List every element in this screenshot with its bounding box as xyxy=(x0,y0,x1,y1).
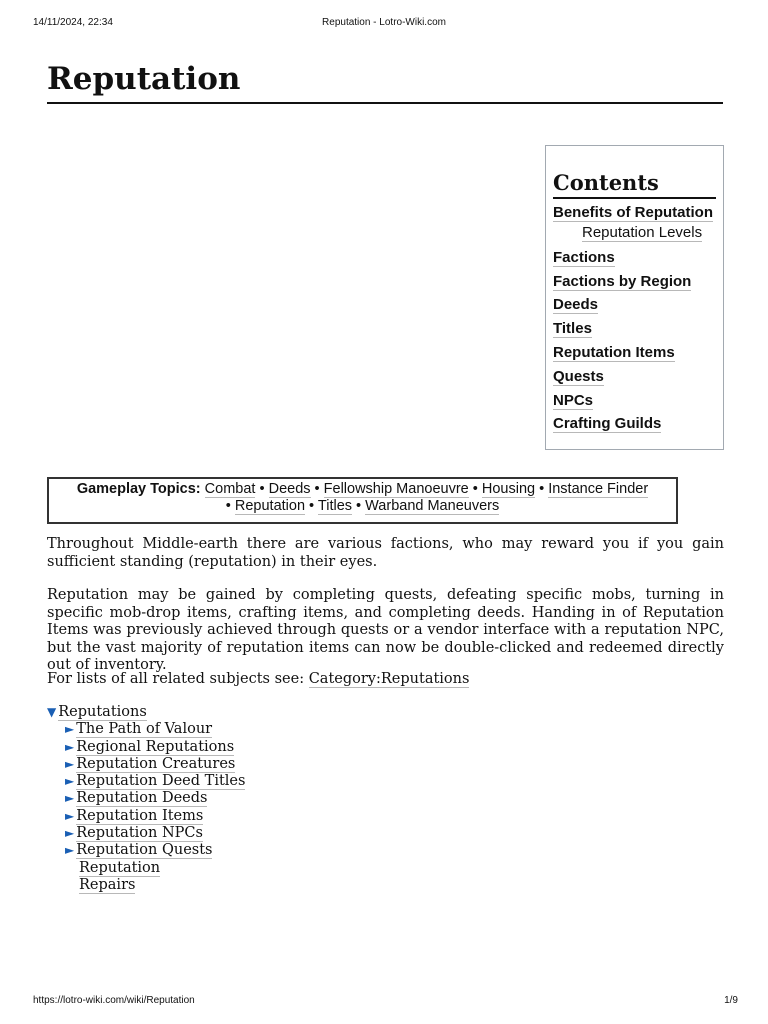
intro-paragraph: Throughout Middle-earth there are various factions, who may reward you if you gain sufficient standing (reputation) in their eyes. xyxy=(47,536,724,570)
tree-item xyxy=(47,790,447,807)
toc-link-benefits[interactable]: Benefits of Reputation xyxy=(553,204,713,221)
gameplay-link-housing[interactable]: Housing xyxy=(481,481,536,497)
gameplay-link-fellowship-manoeuvre[interactable]: Fellowship Manoeuvre xyxy=(323,481,469,497)
toc-item-reputation-levels xyxy=(553,223,716,242)
print-footer xyxy=(0,995,768,1009)
print-page-title: Reputation - Lotro-Wiki.com xyxy=(322,17,446,28)
toc-title: Contents xyxy=(553,170,716,199)
toc-item-benefits xyxy=(553,203,716,222)
tree-item xyxy=(47,739,447,756)
tree-item xyxy=(47,773,447,790)
toc-link-reputation-items[interactable]: Reputation Items xyxy=(553,343,675,361)
gain-paragraph: Reputation may be gained by completing quests, defeating specific mobs, turning in specific mob-drop items, crafting items, and completing deeds. Handing in of Reputation Items was previously achieved through quests or a vendor interface with a reputation NPC, but the vast majority of reputation items can now be double-clicked and redeemed directly out of inventory. xyxy=(47,587,724,674)
gameplay-link-instance-finder[interactable]: Instance Finder xyxy=(548,481,649,497)
print-url: https://lotro-wiki.com/wiki/Reputation xyxy=(33,995,195,1006)
separator: • xyxy=(314,481,320,497)
tree-item xyxy=(47,721,447,738)
toc-link-titles[interactable]: Titles xyxy=(553,320,592,338)
toc-item-quests xyxy=(553,367,716,386)
tree-root xyxy=(47,704,447,721)
toc-item-reputation-items xyxy=(553,343,716,362)
tree-leaf xyxy=(47,860,447,877)
tree-leaf-link[interactable]: Reputation xyxy=(79,859,161,876)
collapse-arrow-icon[interactable]: ► xyxy=(65,739,75,754)
gameplay-link-deeds[interactable]: Deeds xyxy=(268,481,311,497)
gameplay-link-titles[interactable]: Titles xyxy=(317,497,353,514)
toc-item-factions xyxy=(553,248,716,267)
toc-link-reputation-levels[interactable]: Reputation Levels xyxy=(582,223,703,241)
print-timestamp: 14/11/2024, 22:34 xyxy=(33,17,113,28)
tree-item-link[interactable]: Reputation NPCs xyxy=(76,825,203,842)
separator: • xyxy=(309,497,315,514)
category-tree xyxy=(47,704,447,894)
gameplay-link-warband-maneuvers[interactable]: Warband Maneuvers xyxy=(365,497,500,514)
tree-item-link[interactable]: Reputation Deeds xyxy=(76,790,208,807)
toc-link-factions-by-region[interactable]: Factions by Region xyxy=(553,272,692,290)
tree-leaf xyxy=(47,877,447,894)
toc-link-factions[interactable]: Factions xyxy=(553,248,615,266)
category-reputations-link[interactable]: Category:Reputations xyxy=(308,671,470,687)
table-of-contents xyxy=(545,145,724,450)
tree-leaf-link[interactable]: Repairs xyxy=(79,876,136,893)
print-header xyxy=(0,17,768,31)
tree-item-link[interactable]: Reputation Quests xyxy=(76,842,213,859)
toc-link-deeds[interactable]: Deeds xyxy=(553,296,599,314)
toc-link-quests[interactable]: Quests xyxy=(553,367,604,385)
collapse-arrow-icon[interactable]: ► xyxy=(65,722,75,737)
toc-item-factions-by-region xyxy=(553,272,716,291)
gameplay-topics-navbox xyxy=(47,477,678,524)
separator: • xyxy=(472,481,478,497)
toc-link-crafting-guilds[interactable]: Crafting Guilds xyxy=(553,415,662,433)
separator: • xyxy=(539,481,545,497)
toc-item-npcs xyxy=(553,391,716,410)
collapse-arrow-icon[interactable]: ► xyxy=(65,756,75,771)
gameplay-link-combat[interactable]: Combat xyxy=(204,481,256,497)
tree-item-link[interactable]: Reputation Deed Titles xyxy=(76,773,246,790)
separator: • xyxy=(356,497,362,514)
collapse-arrow-icon[interactable]: ► xyxy=(65,843,75,858)
tree-item xyxy=(47,842,447,859)
category-paragraph xyxy=(47,671,724,689)
toc-item-deeds xyxy=(553,295,716,314)
tree-item xyxy=(47,808,447,825)
tree-item-link[interactable]: Reputation Creatures xyxy=(76,755,236,772)
expand-arrow-icon[interactable]: ▼ xyxy=(47,705,57,719)
toc-link-npcs[interactable]: NPCs xyxy=(553,391,594,409)
collapse-arrow-icon[interactable]: ► xyxy=(65,826,75,841)
toc-item-crafting-guilds xyxy=(553,414,716,433)
gameplay-link-reputation[interactable]: Reputation xyxy=(234,497,306,514)
separator: • xyxy=(225,497,231,514)
toc-item-titles xyxy=(553,319,716,338)
page-title: Reputation xyxy=(47,60,723,104)
collapse-arrow-icon[interactable]: ► xyxy=(65,808,75,823)
collapse-arrow-icon[interactable]: ► xyxy=(65,791,75,806)
tree-item xyxy=(47,825,447,842)
tree-item-link[interactable]: The Path of Valour xyxy=(76,721,213,738)
tree-item-link[interactable]: Reputation Items xyxy=(76,807,204,824)
separator: • xyxy=(259,481,265,497)
gameplay-topics-label: Gameplay Topics: xyxy=(76,481,201,497)
print-page-number: 1/9 xyxy=(724,995,738,1006)
tree-item xyxy=(47,756,447,773)
tree-root-link[interactable]: Reputations xyxy=(58,704,147,720)
category-prefix: For lists of all related subjects see: xyxy=(47,671,309,687)
tree-item-link[interactable]: Regional Reputations xyxy=(76,738,235,755)
collapse-arrow-icon[interactable]: ► xyxy=(65,774,75,789)
